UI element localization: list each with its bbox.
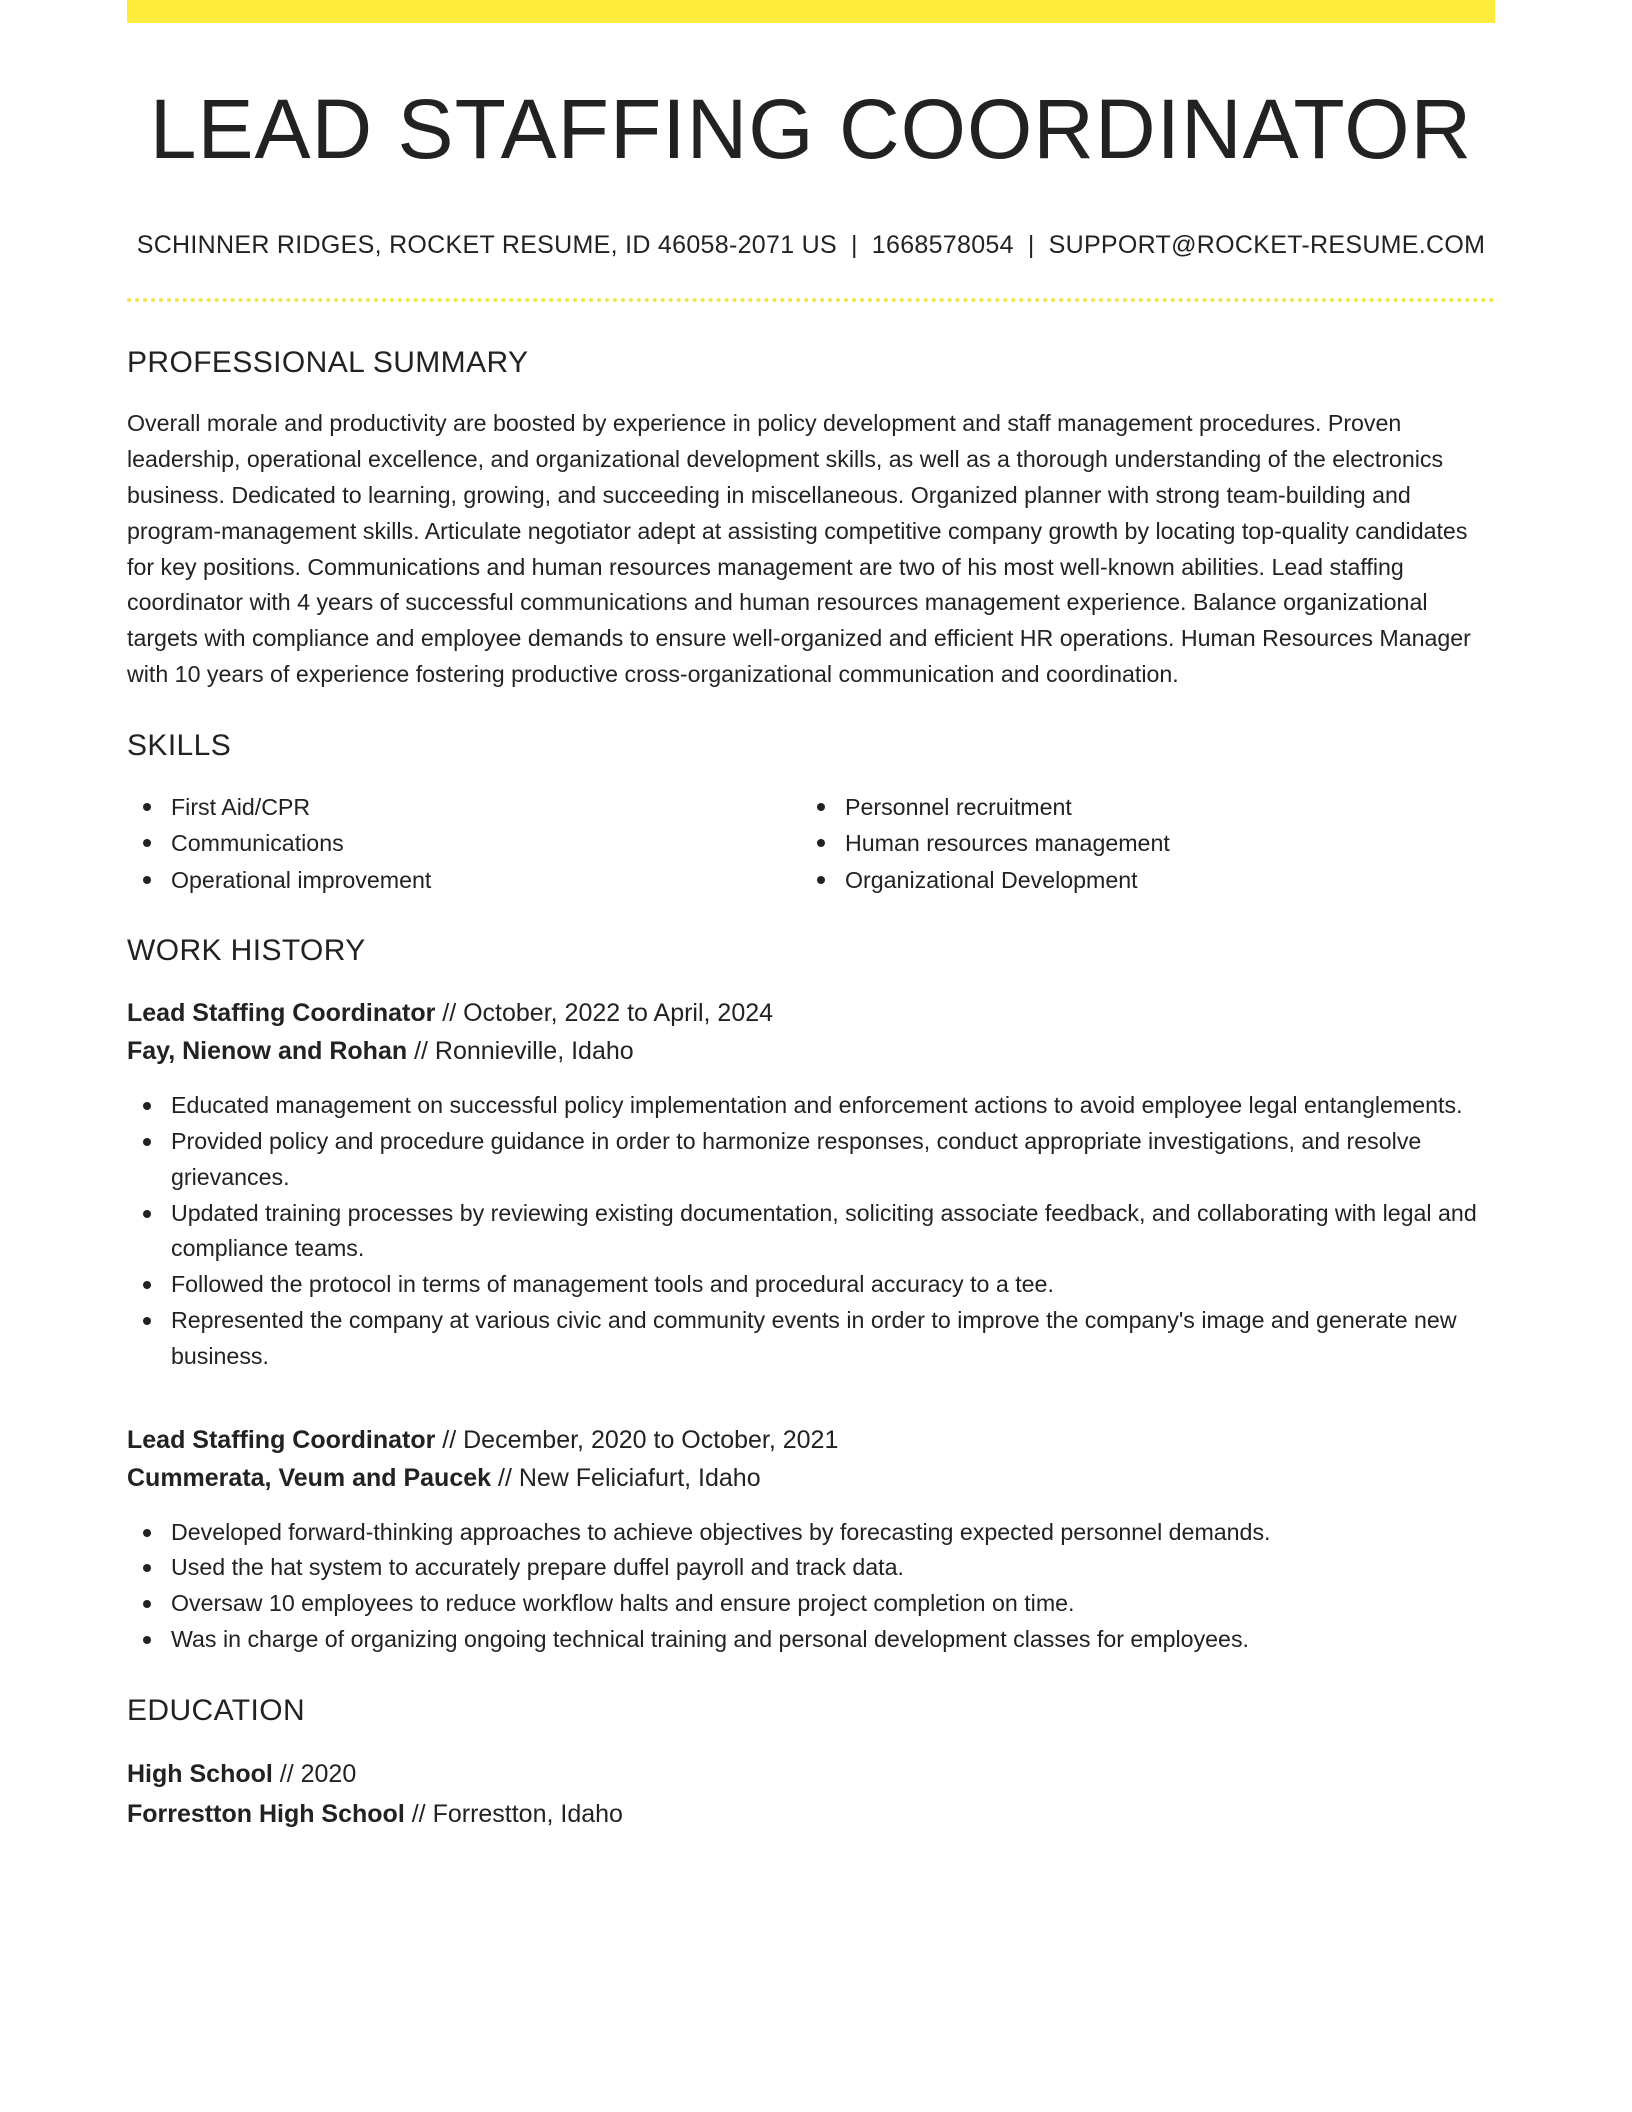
- skill-item: Human resources management: [801, 825, 1475, 862]
- contact-phone: 1668578054: [871, 231, 1014, 260]
- header-divider: [127, 298, 1495, 302]
- contact-email: SUPPORT@ROCKET-RESUME.COM: [1048, 231, 1486, 260]
- summary-text: Overall morale and productivity are boosted by experience in policy development and staff management procedures. Proven leadership, operational excellence, and organizational development skills, as well as a thorough understanding of the electronics business. Dedicated to learning, growing, and succeeding in miscellaneous. Organized planner with strong team-building and program-management skills. Articulate negotiator adept at assisting competitive company growth by locating top-quality candidates for key positions. Communications and human resources management are two of his most well-known abilities. Lead staffing coordinator with 4 years of successful communications and human resources management experience. Balance organizational targets with compliance and employee demands to ensure well-organized and efficient HR operations. Human Resources Manager with 10 years of experience fostering productive cross-organizational communication and coordination.: [127, 410, 1471, 687]
- job-bullet: Educated management on successful policy implementation and enforcement actions to avoid employee legal entanglements.: [127, 1088, 1495, 1124]
- job-bullet: Represented the company at various civic and community events in order to improve the company's image and generate new business.: [127, 1303, 1495, 1375]
- job-company-line: [127, 1459, 1495, 1497]
- skill-item: Communications: [127, 825, 801, 862]
- education-year: // 2020: [272, 1759, 357, 1788]
- contact-line: [127, 231, 1495, 260]
- job-bullet: Used the hat system to accurately prepare duffel payroll and track data.: [127, 1550, 1495, 1586]
- job-bullet: Provided policy and procedure guidance in order to harmonize responses, conduct appropriate investigations, and resolve grievances.: [127, 1124, 1495, 1196]
- skills-list: [127, 789, 1495, 899]
- job-bullet: Updated training processes by reviewing existing documentation, soliciting associate feedback, and collaborating with legal and compliance teams.: [127, 1196, 1495, 1268]
- skill-item: Personnel recruitment: [801, 789, 1475, 826]
- job-dates: // December, 2020 to October, 2021: [435, 1425, 839, 1454]
- contact-separator: |: [850, 231, 858, 260]
- job-bullets: [127, 1515, 1495, 1658]
- job-bullet: Followed the protocol in terms of management tools and procedural accuracy to a tee.: [127, 1267, 1495, 1303]
- education-location: // Forrestton, Idaho: [404, 1799, 623, 1828]
- job-position: Lead Staffing Coordinator: [127, 999, 436, 1028]
- education-degree-line: [127, 1754, 1495, 1794]
- education-school-line: [127, 1794, 1495, 1834]
- job-position: Lead Staffing Coordinator: [127, 1425, 436, 1454]
- education-heading: EDUCATION: [127, 1693, 306, 1727]
- job-company: Fay, Nienow and Rohan: [127, 1037, 408, 1066]
- job-entry: [127, 994, 1495, 1374]
- job-dates: // October, 2022 to April, 2024: [435, 999, 774, 1028]
- skills-column-left: [127, 789, 801, 899]
- job-location: // New Feliciafurt, Idaho: [491, 1463, 761, 1492]
- contact-address: SCHINNER RIDGES, ROCKET RESUME, ID 46058-2071 US: [136, 231, 837, 260]
- contact-separator: |: [1027, 231, 1035, 260]
- job-bullets: [127, 1088, 1495, 1374]
- job-bullet: Oversaw 10 employees to reduce workflow halts and ensure project completion on time.: [127, 1586, 1495, 1622]
- job-bullet: Developed forward-thinking approaches to achieve objectives by forecasting expected personnel demands.: [127, 1515, 1495, 1551]
- job-company-line: [127, 1032, 1495, 1070]
- resume-page: [127, 0, 1495, 1834]
- work-history-heading: WORK HISTORY: [127, 934, 366, 968]
- resume-title: LEAD STAFFING COORDINATOR: [149, 82, 1473, 176]
- job-company: Cummerata, Veum and Paucek: [127, 1463, 492, 1492]
- job-title-line: [127, 1421, 1495, 1459]
- skill-item: Operational improvement: [127, 862, 801, 899]
- job-location: // Ronnieville, Idaho: [407, 1037, 634, 1066]
- accent-top-bar: [127, 0, 1495, 23]
- education-entry: [127, 1754, 1495, 1834]
- job-entry: [127, 1421, 1495, 1658]
- summary-heading: PROFESSIONAL SUMMARY: [127, 346, 529, 380]
- job-title-line: [127, 994, 1495, 1032]
- skills-heading: SKILLS: [127, 728, 232, 762]
- education-school: Forrestton High School: [127, 1799, 405, 1828]
- job-bullet: Was in charge of organizing ongoing technical training and personal development classes for employees.: [127, 1622, 1495, 1658]
- education-degree: High School: [127, 1759, 273, 1788]
- skill-item: First Aid/CPR: [127, 789, 801, 826]
- skills-column-right: [801, 789, 1475, 899]
- skill-item: Organizational Development: [801, 862, 1475, 899]
